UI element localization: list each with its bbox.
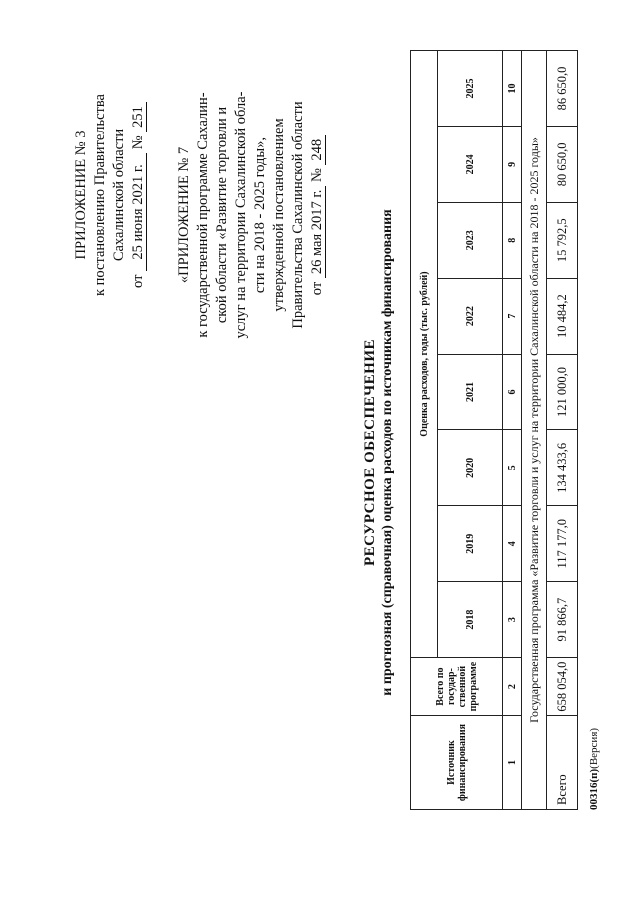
year-value: 86 650,0 [547,51,578,127]
appendix-title: ПРИЛОЖЕНИЕ № 3 [73,130,89,260]
source-header: Источник финансирования [411,716,503,810]
year-header: 2018 [438,582,503,658]
header-row [411,51,438,810]
annex7-line: Правительства Сахалинской области [290,101,306,329]
column-number: 4 [503,506,522,582]
total-program-header: Всего по государ-ственной программе [411,658,503,716]
year-header: 2020 [438,430,503,506]
year-value: 134 433,6 [547,430,578,506]
year-header: 2019 [438,506,503,582]
total-value: 658 054,0 [547,658,578,716]
total-label: Всего [547,716,578,810]
program-name: Государственная программа «Развитие торговли и услуг на территории Сахалинской области на 2018 - 2025 годы» [522,51,547,810]
annex7-line: сти на 2018 - 2025 годы», [252,136,268,294]
column-number: 9 [503,126,522,202]
year-header: 2024 [438,126,503,202]
number-label: № [130,135,146,150]
number-label: № [309,168,325,183]
annex7-number: 248 [309,135,326,165]
program-row [522,51,547,810]
from-label: от [309,281,325,296]
resolution-number: 251 [130,102,147,132]
version-label: (Версия) [588,727,600,769]
document-title: РЕСУРСНОЕ ОБЕСПЕЧЕНИЕ [362,338,378,567]
total-row [547,51,578,810]
annex7-date: 26 мая 2017 г. [309,186,326,279]
annex7-line: ской области «Развитие торговли и [214,106,230,324]
column-number: 1 [503,716,522,810]
year-header: 2022 [438,278,503,354]
footer-code [588,728,600,810]
annex7-line: «ПРИЛОЖЕНИЕ № 7 [176,146,192,284]
year-header: 2021 [438,354,503,430]
from-label: от [130,274,146,288]
appendix-line-1: к постановлению Правительства [92,94,108,296]
annex7-block [175,65,327,365]
column-number-row [503,51,522,810]
column-number: 8 [503,202,522,278]
column-number: 3 [503,582,522,658]
annex7-date-line [308,65,327,365]
year-value: 15 792,5 [547,202,578,278]
estimate-header: Оценка расходов, годы (тыс. рублей) [411,51,438,658]
document-subtitle: и прогнозная (справочная) оценка расходов по источникам финансирования [380,209,395,696]
column-number: 6 [503,354,522,430]
annex7-line: услуг на территории Сахалинской обла- [233,91,249,339]
year-value: 91 866,7 [547,582,578,658]
appendix-line-2: Сахалинской области [111,128,127,262]
year-value: 80 650,0 [547,126,578,202]
column-number: 2 [503,658,522,716]
column-number: 10 [503,51,522,127]
form-code: 00316(п) [588,768,600,810]
year-header: 2023 [438,202,503,278]
year-value: 121 000,0 [547,354,578,430]
annex7-line: к государственной программе Сахалин- [195,92,211,338]
year-value: 117 177,0 [547,506,578,582]
year-header: 2025 [438,51,503,127]
year-value: 10 484,2 [547,278,578,354]
annex7-line: утвержденной постановлением [271,118,287,312]
appendix-date-line [129,45,148,345]
column-number: 7 [503,278,522,354]
column-number: 5 [503,430,522,506]
appendix-block [72,45,148,345]
resolution-date: 25 июня 2021 г. [130,153,147,271]
funding-table [410,50,578,810]
